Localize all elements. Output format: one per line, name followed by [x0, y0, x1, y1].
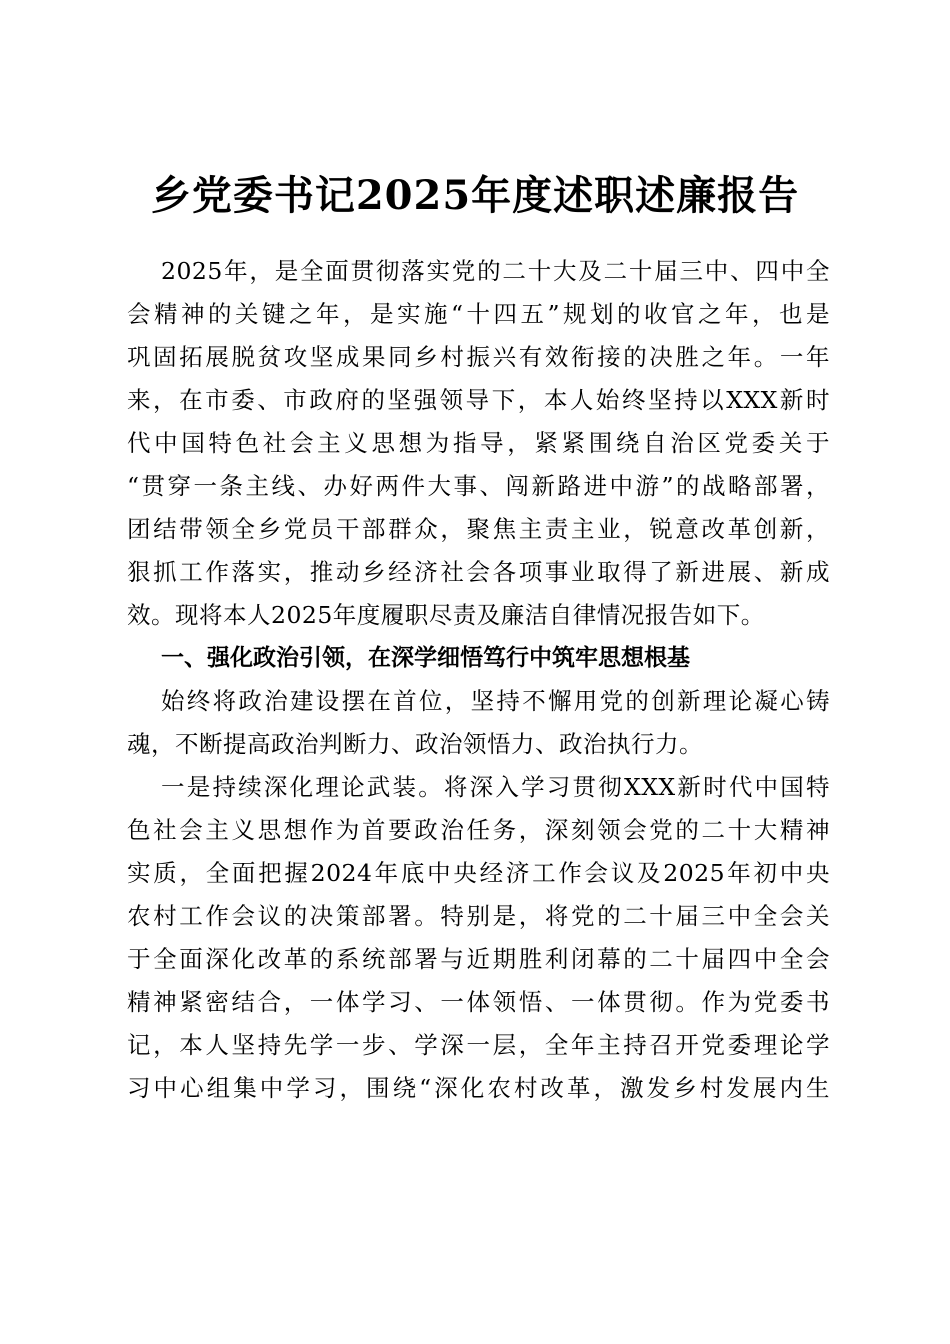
text-line: 一是持续深化理论武装。将深入学习贯彻XXX新时代中国特: [161, 773, 830, 801]
text-line: 2025年，是全面贯彻落实党的二十大及二十届三中、四中全: [161, 257, 830, 285]
document-body: [127, 250, 830, 1110]
text-line: 始终将政治建设摆在首位，坚持不懈用党的创新理论凝心铸: [161, 687, 830, 715]
text-line: 农村工作会议的决策部署。特别是，将党的二十届三中全会关: [127, 902, 830, 930]
text-line: “贯穿一条主线、办好两件大事、闯新路进中游”的战略部署，: [127, 472, 830, 500]
text-line: 巩固拓展脱贫攻坚成果同乡村振兴有效衔接的决胜之年。一年: [127, 343, 830, 371]
paragraph-intro: [127, 250, 830, 637]
text-line: 精神紧密结合，一体学习、一体领悟、一体贯彻。作为党委书: [127, 988, 830, 1016]
text-line: 魂，不断提高政治判断力、政治领悟力、政治执行力。: [127, 730, 703, 758]
text-line: 实质，全面把握2024年底中央经济工作会议及2025年初中央: [127, 859, 830, 887]
text-line: 记，本人坚持先学一步、学深一层，全年主持召开党委理论学: [127, 1031, 830, 1059]
text-line: 团结带领全乡党员干部群众，聚焦主责主业，锐意改革创新，: [127, 515, 830, 543]
text-line: 会精神的关键之年，是实施“十四五”规划的收官之年，也是: [127, 300, 830, 328]
text-line: 习中心组集中学习，围绕“深化农村改革，激发乡村发展内生: [127, 1074, 830, 1102]
text-line: 狠抓工作落实，推动乡经济社会各项事业取得了新进展、新成: [127, 558, 830, 586]
text-line: 代中国特色社会主义思想为指导，紧紧围绕自治区党委关于: [127, 429, 830, 457]
text-line: 于全面深化改革的系统部署与近期胜利闭幕的二十届四中全会: [127, 945, 830, 973]
text-line: 色社会主义思想作为首要政治任务，深刻领会党的二十大精神: [127, 816, 830, 844]
section-heading: 一、强化政治引领，在深学细悟笃行中筑牢思想根基: [161, 645, 690, 671]
document-title: 乡党委书记2025年度述职述廉报告: [150, 172, 800, 219]
paragraph-section-intro: [127, 680, 830, 766]
text-line: 来，在市委、市政府的坚强领导下，本人始终坚持以XXX新时: [127, 386, 830, 414]
paragraph-point-one: [127, 766, 830, 1110]
text-line: 效。现将本人2025年度履职尽责及廉洁自律情况报告如下。: [127, 601, 765, 629]
